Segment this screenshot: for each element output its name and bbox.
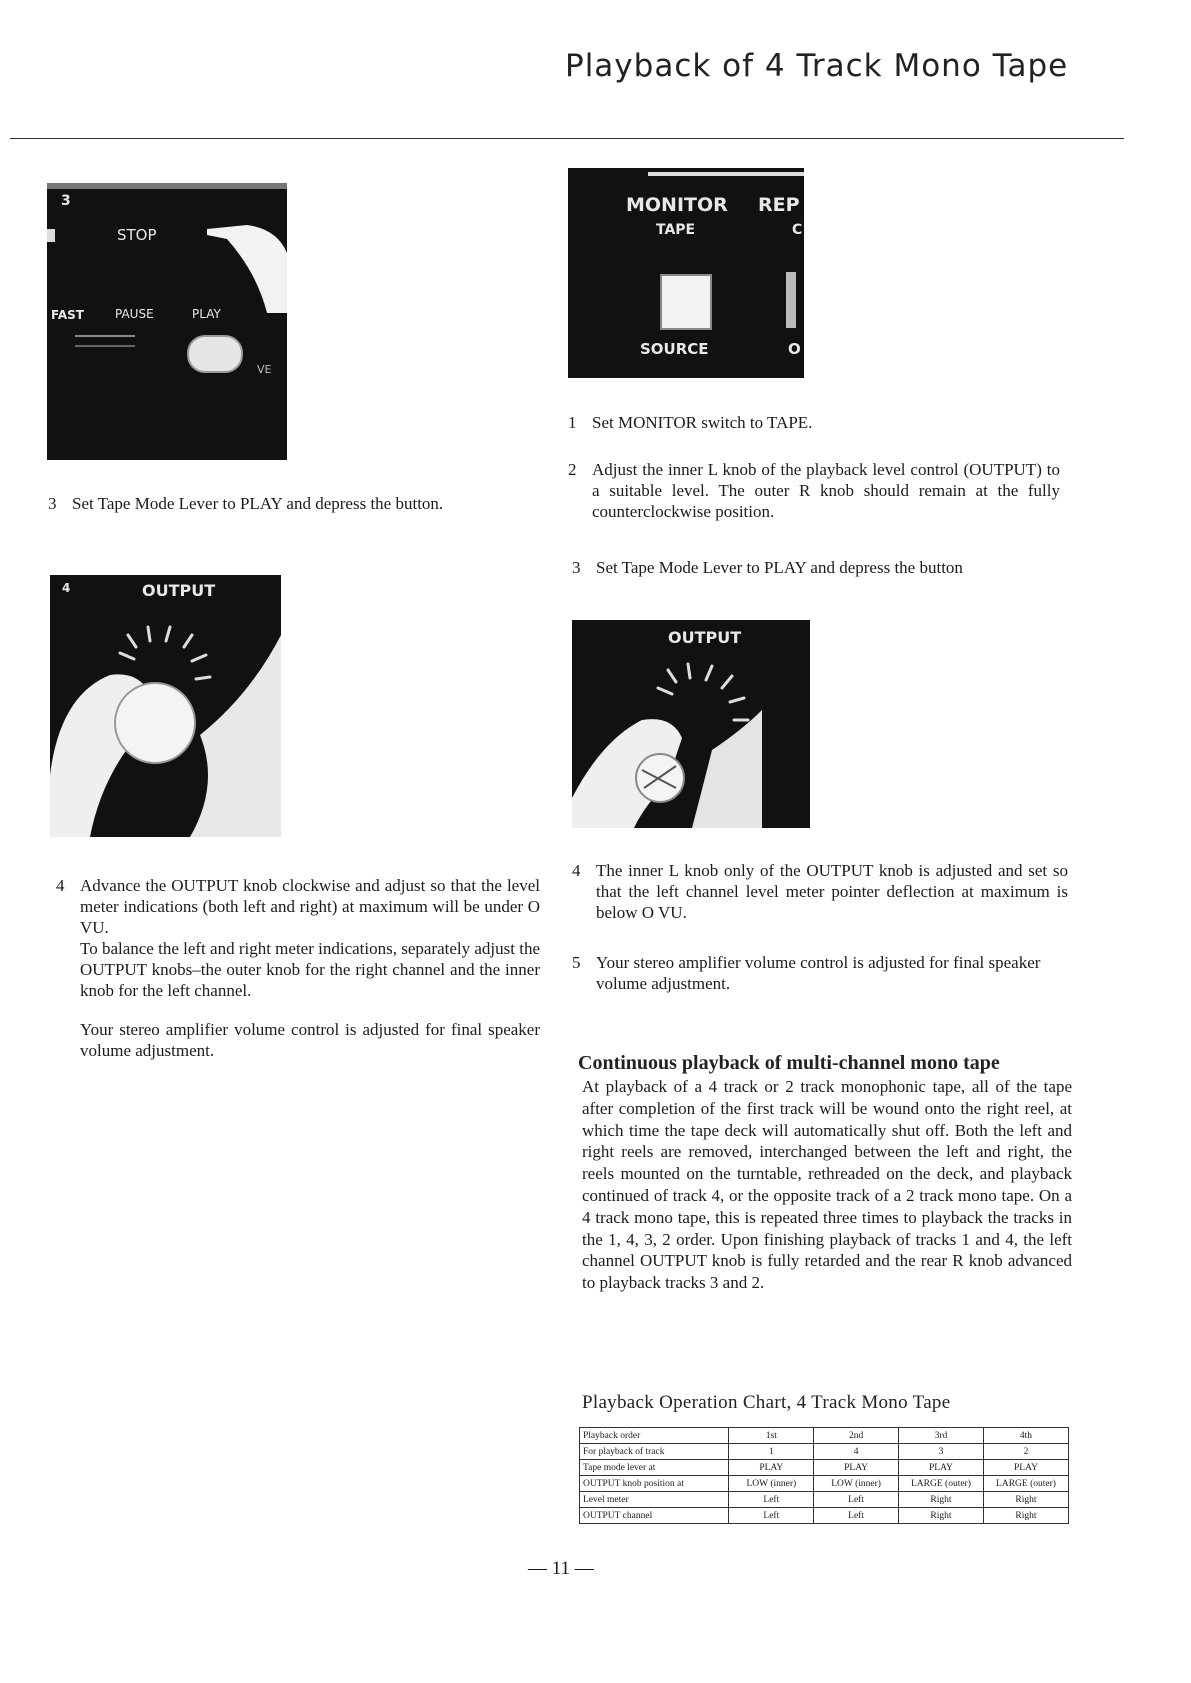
- output-label: OUTPUT: [668, 628, 742, 647]
- section-heading: Continuous playback of multi-channel mono tape: [578, 1052, 1000, 1074]
- step-paragraph: Your stereo amplifier volume control is adjusted for final speaker volume adjustment.: [80, 1020, 540, 1060]
- monitor-switch-lever: [660, 274, 712, 330]
- table-cell: 1: [729, 1444, 814, 1460]
- table-cell: Right: [983, 1508, 1068, 1524]
- step-corner-number: 4: [62, 581, 71, 595]
- photo-transport-buttons: [47, 183, 287, 460]
- playback-operation-chart: [579, 1427, 1069, 1524]
- photo-output-knob: [572, 620, 810, 828]
- row-label: Tape mode lever at: [580, 1460, 729, 1476]
- tape-label: TAPE: [656, 222, 696, 238]
- edge-label: C: [792, 222, 803, 238]
- right-step-1: [568, 412, 1068, 433]
- step-number: 1: [568, 413, 577, 432]
- right-step-2: [568, 459, 1060, 525]
- step-number: 3: [48, 494, 57, 513]
- table-cell: 1st: [729, 1428, 814, 1444]
- right-step-3: [572, 557, 1072, 578]
- monitor-label: MONITOR: [626, 194, 728, 216]
- table-cell: Left: [814, 1508, 899, 1524]
- photo-monitor-switch: [568, 168, 804, 378]
- table-row: [580, 1444, 1069, 1460]
- step-corner-number: 3: [61, 193, 71, 209]
- table-cell: 4th: [983, 1428, 1068, 1444]
- right-step-5: [572, 952, 1068, 996]
- stop-label: STOP: [117, 226, 157, 244]
- page-title: Playback of 4 Track Mono Tape: [565, 48, 1069, 84]
- source-label: SOURCE: [640, 340, 709, 358]
- output-label: OUTPUT: [142, 581, 216, 600]
- knob-scale-and-hand: [572, 620, 810, 828]
- table-cell: Right: [983, 1492, 1068, 1508]
- table-cell: Right: [898, 1508, 983, 1524]
- step-number: 2: [568, 460, 577, 479]
- step-number: 3: [572, 558, 581, 577]
- tape-mode-lever-knob: [187, 335, 243, 373]
- finger-shape: [207, 223, 287, 313]
- step-number: 5: [572, 953, 581, 972]
- table-cell: 2: [983, 1444, 1068, 1460]
- left-step-4: [56, 875, 540, 1085]
- rep-label: REP: [758, 194, 800, 216]
- step-text: The inner L knob only of the OUTPUT knob is adjusted and set so that the left channel level meter pointer deflection at maximum is below O VU.: [596, 861, 1068, 922]
- step-text: Set Tape Mode Lever to PLAY and depress the button: [596, 558, 963, 577]
- table-cell: LOW (inner): [814, 1476, 899, 1492]
- table-row: [580, 1460, 1069, 1476]
- edge-label: O: [788, 340, 801, 358]
- row-label: Level meter: [580, 1492, 729, 1508]
- row-label: OUTPUT channel: [580, 1508, 729, 1524]
- step-text: Set MONITOR switch to TAPE.: [592, 413, 813, 432]
- row-label: For playback of track: [580, 1444, 729, 1460]
- table-row: [580, 1508, 1069, 1524]
- right-step-4: [572, 860, 1068, 926]
- left-step-3: [48, 493, 538, 514]
- row-label: OUTPUT knob position at: [580, 1476, 729, 1492]
- table-cell: LOW (inner): [729, 1476, 814, 1492]
- table-cell: PLAY: [814, 1460, 899, 1476]
- step-number: 4: [56, 876, 65, 895]
- table-cell: Left: [729, 1508, 814, 1524]
- table-cell: 4: [814, 1444, 899, 1460]
- table-cell: 3rd: [898, 1428, 983, 1444]
- pause-label: PAUSE: [115, 307, 154, 321]
- step-paragraph: Advance the OUTPUT knob clockwise and adjust so that the level meter indications (both left and right) at maximum will be under O VU.: [80, 876, 540, 937]
- table-row: [580, 1428, 1069, 1444]
- step-paragraph: To balance the left and right meter indications, separately adjust the OUTPUT knobs–the outer knob for the right channel and the inner knob for the left channel.: [80, 939, 541, 1000]
- edge-label: VE: [257, 363, 272, 376]
- table-cell: Right: [898, 1492, 983, 1508]
- table-cell: PLAY: [898, 1460, 983, 1476]
- photo-output-knob-hand: [50, 575, 281, 837]
- play-label: PLAY: [192, 307, 221, 321]
- table-cell: PLAY: [983, 1460, 1068, 1476]
- step-text: Set Tape Mode Lever to PLAY and depress the button.: [72, 494, 444, 513]
- title-divider: [10, 138, 1124, 139]
- table-row: [580, 1476, 1069, 1492]
- step-text: Adjust the inner L knob of the playback level control (OUTPUT) to a suitable level. The outer R knob should remain at the fully counterclockwise position.: [592, 460, 1060, 521]
- table-cell: PLAY: [729, 1460, 814, 1476]
- table-cell: Left: [814, 1492, 899, 1508]
- table-cell: 2nd: [814, 1428, 899, 1444]
- chart-title: Playback Operation Chart, 4 Track Mono Tape: [582, 1392, 951, 1413]
- fast-label: FAST: [51, 308, 84, 322]
- step-text: Your stereo amplifier volume control is adjusted for final speaker volume adjustment.: [596, 953, 1041, 993]
- step-number: 4: [572, 861, 581, 880]
- knob-scale-and-hand: [50, 575, 281, 837]
- page-number: — 11 —: [528, 1558, 594, 1579]
- table-cell: LARGE (outer): [983, 1476, 1068, 1492]
- table-row: [580, 1492, 1069, 1508]
- table-cell: LARGE (outer): [898, 1476, 983, 1492]
- section-body: At playback of a 4 track or 2 track monophonic tape, all of the tape after completion of the first track will be wound onto the right reel, at which time the tape deck will automatically shut off. Both the left and right reels are removed, interchanged between the left and right, the reels mounted on the turntable, rethreaded on the deck, and playback continued of track 4, or the opposite track of a 2 track mono tape. On a 4 track mono tape, this is repeated three times to playback the tracks in the 1, 4, 3, 2 order. Upon finishing playback of tracks 1 and 4, the left channel OUTPUT knob is fully retarded and the rear R knob advanced to playback tracks 3 and 2.: [582, 1077, 1072, 1293]
- table-cell: Left: [729, 1492, 814, 1508]
- table-cell: 3: [898, 1444, 983, 1460]
- row-label: Playback order: [580, 1428, 729, 1444]
